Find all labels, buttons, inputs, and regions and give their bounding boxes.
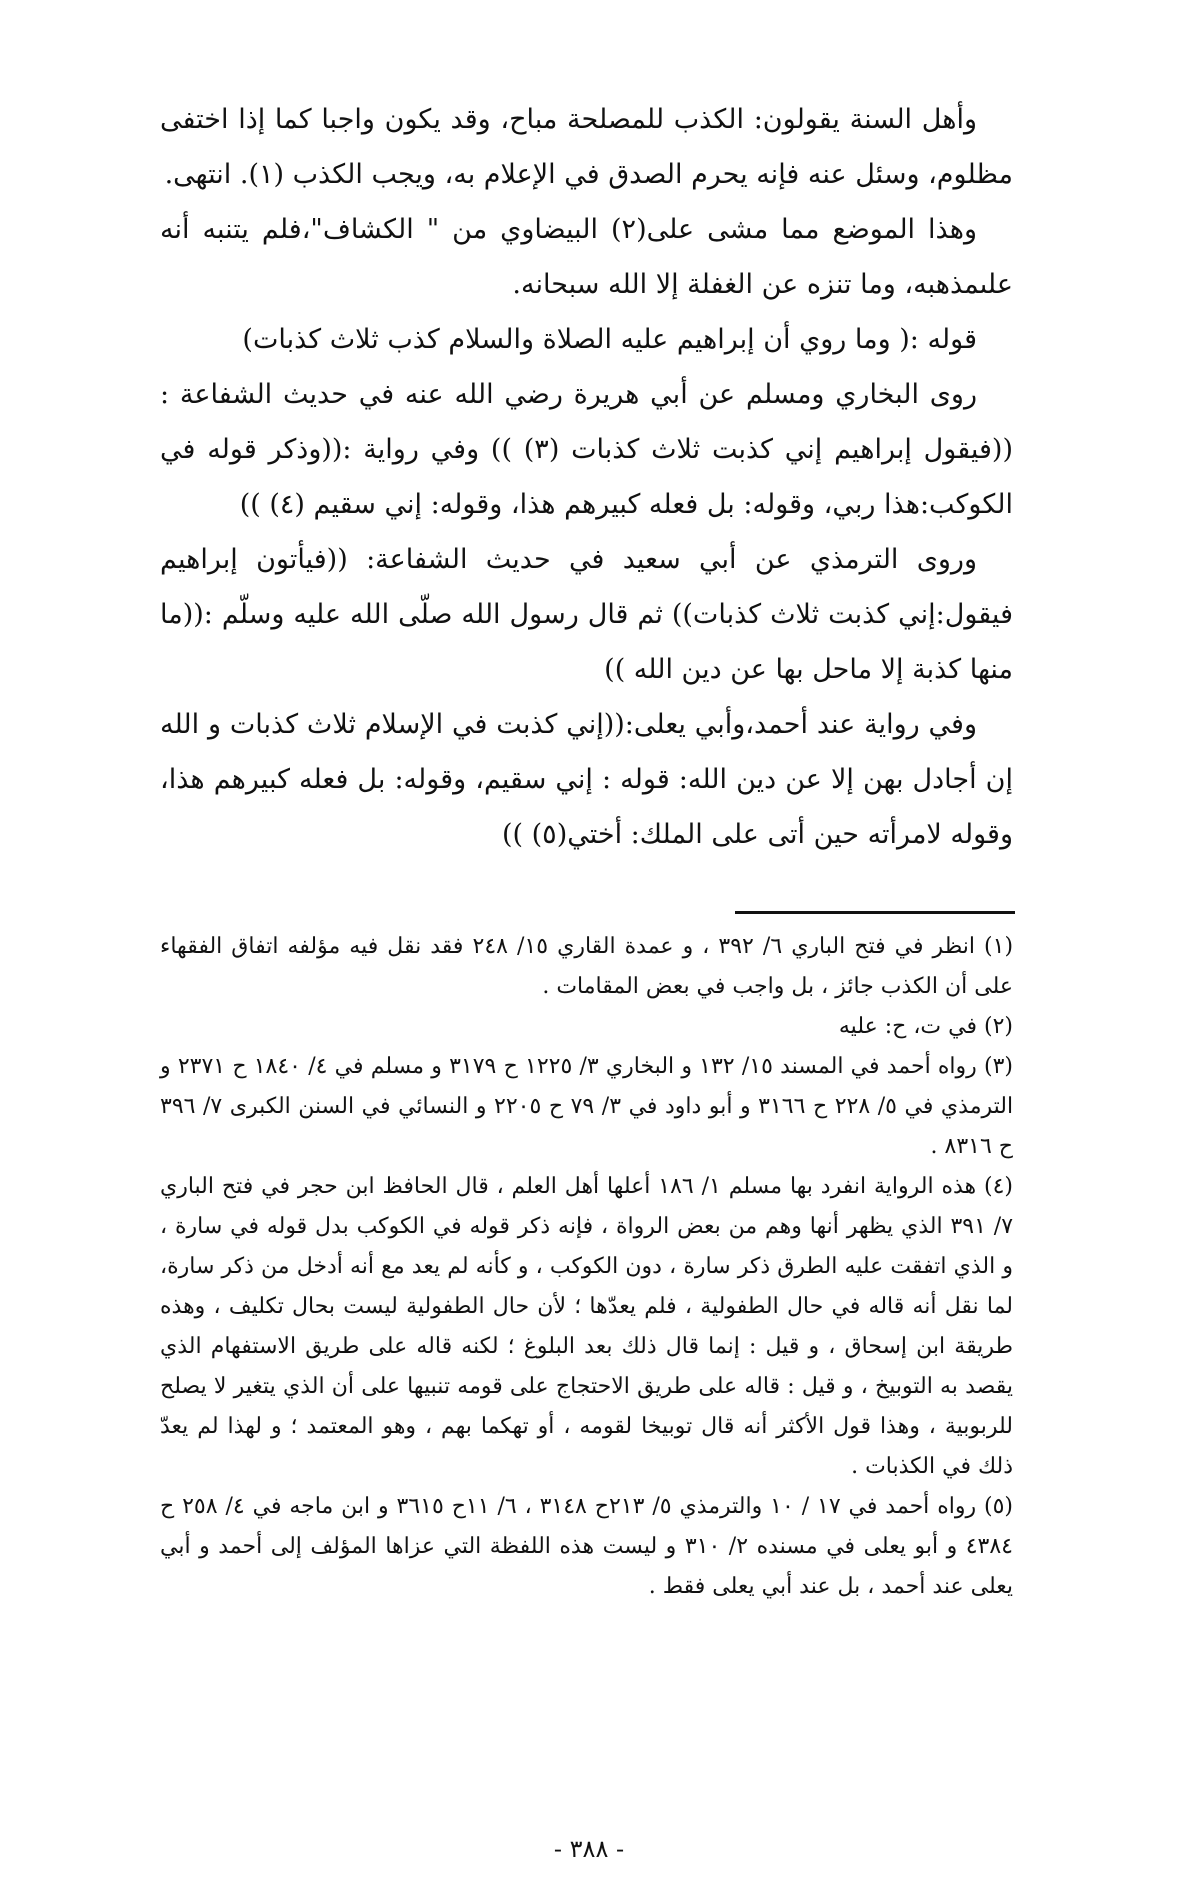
- footnote-3: (٣) رواه أحمد في المسند ١٥/ ١٣٢ و البخاري ٣/ ١٢٢٥ ح ٣١٧٩ و مسلم في ٤/ ١٨٤٠ ح ٢٣٧١ و الترمذي في ٥/ ٢٢٨ ح ٣١٦٦ و أبو داود في ٣/ ٧٩ ح ٢٢٠٥ و النسائي في السنن الكبرى ٧/ ٣٩٦ ح ٨٣١٦ .: [160, 1054, 1014, 1159]
- footnote-4: (٤) هذه الرواية انفرد بها مسلم ١/ ١٨٦ أعلها أهل العلم ، قال الحافظ ابن حجر في فتح الباري ٧/ ٣٩١ الذي يظهر أنها وهم من بعض الرواة ، فإنه ذكر قوله في الكوكب بدل قوله في سارة ، و الذي اتفقت عليه الطرق ذكر سارة ، دون الكوكب ، و كأنه لم يعد مع أنه أدخل من ذكر سارة، لما نقل أنه قاله في حال الطفولية ، فلم يعدّها ؛ لأن حال الطفولية ليست بحال تكليف ، وهذه طريقة ابن إسحاق ، و قيل : إنما قال ذلك بعد البلوغ ؛ لكنه قاله على طريق الاستفهام الذي يقصد به التوبيخ ، و قيل : قاله على طريق الاحتجاج على قومه تنبيها على أن الذي يتغير لا يصلح للربوبية ، وهذا قول الأكثر أنه قال توبيخا لقومه ، أو تهكما بهم ، وهو المعتمد ؛ و لهذا لم يعدّ ذلك في الكذبات .: [160, 1174, 1014, 1479]
- page-number: - ٣٨٨ -: [553, 1835, 625, 1863]
- footnote-divider: [735, 911, 1015, 914]
- paragraph-3: قوله :( وما روي أن إبراهيم عليه الصلاة والسلام كذب ثلاث كذبات): [242, 324, 977, 355]
- footnote-5: (٥) رواه أحمد في ١٧ / ١٠ والترمذي ٥/ ٢١٣ح ٣١٤٨ ، ٦/ ١١ح ٣٦١٥ و ابن ماجه في ٤/ ٢٥٨ ح ٤٣٨٤ و أبو يعلى في مسنده ٢/ ٣١٠ و ليست هذه اللفظة التي عزاها المؤلف إلى أحمد و أبي يعلى عند أحمد ، بل عند أبي يعلى فقط .: [160, 1494, 1013, 1599]
- paragraph-1: وأهل السنة يقولون: الكذب للمصلحة مباح، وقد يكون واجبا كما إذا اختفى مظلوم، وسئل عنه فإنه يحرم الصدق في الإعلام به، ويجب الكذب (١). انتهى.: [160, 104, 1013, 190]
- paragraph-6: وفي رواية عند أحمد،وأبي يعلى:((إني كذبت في الإسلام ثلاث كذبات و الله إن أجادل بهن إلا عن دين الله: قوله : إني سقيم، وقوله: بل فعله كبيرهم هذا، وقوله لامرأته حين أتى على الملك: أختي(٥) )): [160, 709, 1013, 850]
- paragraph-5: وروى الترمذي عن أبي سعيد في حديث الشفاعة: ((فيأتون إبراهيم فيقول:إني كذبت ثلاث كذبات)) ثم قال رسول الله صلّى الله عليه وسلّم :((ما منها كذبة إلا ماحل بها عن دين الله )): [160, 544, 1013, 685]
- paragraph-2: وهذا الموضع مما مشى على(٢) البيضاوي من " الكشاف"،فلم يتنبه أنه علىمذهبه، وما تنزه عن الغفلة إلا الله سبحانه.: [160, 214, 1013, 300]
- footnote-1: (١) انظر في فتح الباري ٦/ ٣٩٢ ، و عمدة القاري ١٥/ ٢٤٨ فقد نقل فيه مؤلفه اتفاق الفقهاء على أن الكذب جائز ، بل واجب في بعض المقامات .: [160, 934, 1014, 999]
- footnote-2: (٢) في ت، ح: عليه: [838, 1014, 1013, 1039]
- footnotes: [160, 927, 1013, 1607]
- main-text: [160, 92, 1013, 862]
- paragraph-4: روى البخاري ومسلم عن أبي هريرة رضي الله عنه في حديث الشفاعة : ((فيقول إبراهيم إني كذبت ثلاث كذبات (٣) )) وفي رواية :((وذكر قوله في الكوكب:هذا ربي، وقوله: بل فعله كبيرهم هذا، وقوله: إني سقيم (٤) )): [160, 379, 1013, 520]
